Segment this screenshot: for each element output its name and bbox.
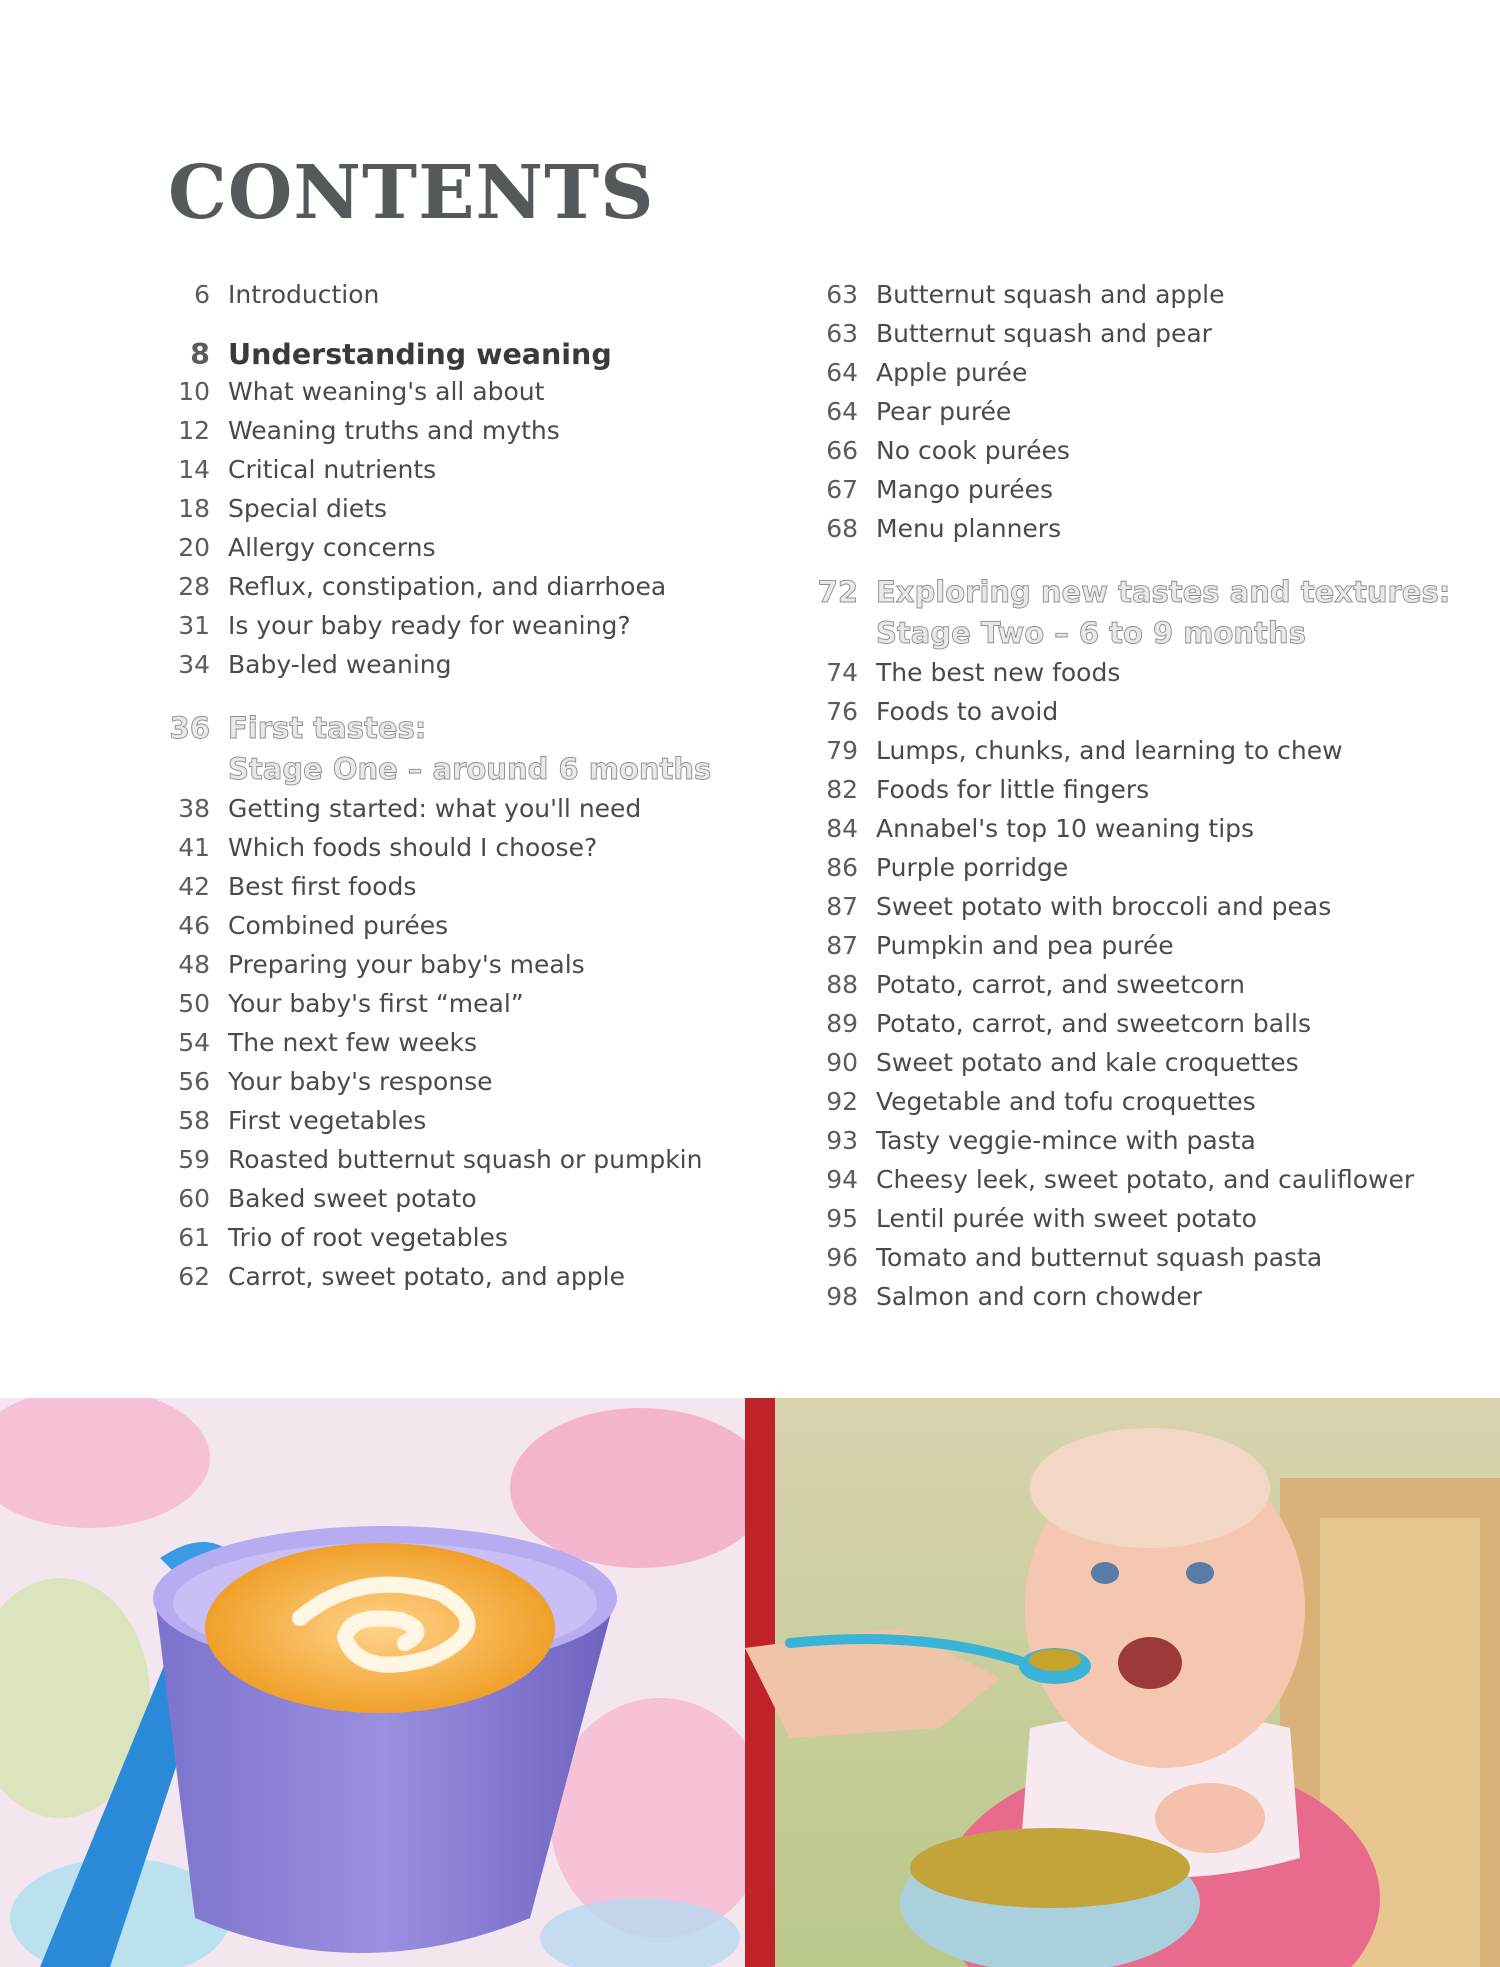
entry-label: Weaning truths and myths [228, 416, 560, 445]
toc-entry-combined-pur-es [160, 911, 800, 950]
page-number: 93 [826, 1126, 858, 1155]
toc-entry-best-first-foods [160, 872, 800, 911]
entry-label: Baby-led weaning [228, 650, 452, 679]
toc-entry-vegetable-and-tofu-croquettes [808, 1087, 1448, 1126]
page-number: 67 [826, 475, 858, 504]
page-number: 92 [826, 1087, 858, 1116]
entry-label: The best new foods [876, 658, 1121, 687]
page-number: 6 [194, 280, 210, 309]
page-number: 62 [178, 1262, 210, 1291]
page-number: 42 [178, 872, 210, 901]
section-page-number: 36 [169, 711, 210, 745]
page-number: 14 [178, 455, 210, 484]
page-number: 56 [178, 1067, 210, 1096]
toc-entry-salmon-and-corn-chowder [808, 1282, 1448, 1321]
page-number: 12 [178, 416, 210, 445]
entry-label: No cook purées [876, 436, 1070, 465]
toc-entry-your-baby-s-response [160, 1067, 800, 1106]
entry-label: Potato, carrot, and sweetcorn [876, 970, 1245, 999]
toc-entry-your-baby-s-first-meal [160, 989, 800, 1028]
page-number: 10 [178, 377, 210, 406]
toc-entry-trio-of-root-vegetables [160, 1223, 800, 1262]
entry-label: Pumpkin and pea purée [876, 931, 1174, 960]
toc-entry-special-diets [160, 494, 800, 533]
page-number: 94 [826, 1165, 858, 1194]
page-number: 68 [826, 514, 858, 543]
page-number: 63 [826, 280, 858, 309]
toc-entry-menu-planners [808, 514, 1448, 553]
entry-label: Foods for little fingers [876, 775, 1150, 804]
section-page-number: 72 [817, 575, 858, 609]
page-number: 96 [826, 1243, 858, 1272]
section-heading-line: Stage One – around 6 months [228, 752, 712, 786]
entry-label: Roasted butternut squash or pumpkin [228, 1145, 703, 1174]
page-number: 98 [826, 1282, 858, 1311]
entry-label: Your baby's response [228, 1067, 493, 1096]
page-number: 50 [178, 989, 210, 1018]
page-number: 66 [826, 436, 858, 465]
toc-entry-butternut-squash-and-pear [808, 319, 1448, 358]
entry-label: Cheesy leek, sweet potato, and cauliflower [876, 1165, 1415, 1194]
entry-label: Foods to avoid [876, 697, 1059, 726]
entry-label: Sweet potato and kale croquettes [876, 1048, 1299, 1077]
page-number: 84 [826, 814, 858, 843]
entry-label: Mango purées [876, 475, 1054, 504]
entry-label: Tomato and butternut squash pasta [876, 1243, 1323, 1272]
toc-entry-tomato-and-butternut-squash-pasta [808, 1243, 1448, 1282]
entry-label: Vegetable and tofu croquettes [876, 1087, 1256, 1116]
page-number: 20 [178, 533, 210, 562]
page-number: 64 [826, 397, 858, 426]
toc-entry-annabel-s-top-10-weaning-tips [808, 814, 1448, 853]
entry-label: Lumps, chunks, and learning to chew [876, 736, 1343, 765]
toc-entry-pumpkin-and-pea-pur-e [808, 931, 1448, 970]
entry-label: The next few weeks [228, 1028, 478, 1057]
toc-entry-sweet-potato-with-broccoli-and-peas [808, 892, 1448, 931]
section-heading-line: First tastes: [228, 711, 427, 745]
page-number: 58 [178, 1106, 210, 1135]
page-number: 46 [178, 911, 210, 940]
toc-entry-purple-porridge [808, 853, 1448, 892]
page-number: 63 [826, 319, 858, 348]
entry-label: Best first foods [228, 872, 417, 901]
page-number: 41 [178, 833, 210, 862]
section-heading-line: Exploring new tastes and textures: [876, 575, 1451, 609]
photo-strip [0, 1398, 1500, 1967]
toc-entry-baby-led-weaning [160, 650, 800, 689]
toc-entry-sweet-potato-and-kale-croquettes [808, 1048, 1448, 1087]
entry-label: Tasty veggie-mince with pasta [876, 1126, 1256, 1155]
toc-entry-preparing-your-baby-s-meals [160, 950, 800, 989]
toc-entry-no-cook-pur-es [808, 436, 1448, 475]
entry-label: Salmon and corn chowder [876, 1282, 1203, 1311]
toc-entry-carrot-sweet-potato-and-apple [160, 1262, 800, 1301]
page-number: 54 [178, 1028, 210, 1057]
page-number: 86 [826, 853, 858, 882]
baby-eating-photo [745, 1398, 1500, 1967]
toc-entry-foods-for-little-fingers [808, 775, 1448, 814]
page-number: 74 [826, 658, 858, 687]
toc-entry-allergy-concerns [160, 533, 800, 572]
entry-label: Baked sweet potato [228, 1184, 477, 1213]
toc-entry-foods-to-avoid [808, 697, 1448, 736]
page-number: 90 [826, 1048, 858, 1077]
entry-label: Getting started: what you'll need [228, 794, 642, 823]
entry-label: What weaning's all about [228, 377, 545, 406]
toc-entry-potato-carrot-and-sweetcorn [808, 970, 1448, 1009]
toc-entry-the-best-new-foods [808, 658, 1448, 697]
toc-entry-is-your-baby-ready-for-weaning [160, 611, 800, 650]
page-number: 31 [178, 611, 210, 640]
toc-entry-cheesy-leek-sweet-potato-and-cauliflower [808, 1165, 1448, 1204]
page-number: 48 [178, 950, 210, 979]
entry-label: Preparing your baby's meals [228, 950, 585, 979]
entry-label: Butternut squash and apple [876, 280, 1225, 309]
page-number: 95 [826, 1204, 858, 1233]
toc-entry-tasty-veggie-mince-with-pasta [808, 1126, 1448, 1165]
page-number: 8 [190, 338, 210, 371]
entry-label: Critical nutrients [228, 455, 437, 484]
section-heading [808, 572, 1451, 654]
toc-entry-reflux-constipation-and-diarrhoea [160, 572, 800, 611]
toc-entry-weaning-truths-and-myths [160, 416, 800, 455]
page-number: 34 [178, 650, 210, 679]
page-number: 61 [178, 1223, 210, 1252]
toc-entry-which-foods-should-i-choose [160, 833, 800, 872]
toc-entry-the-next-few-weeks [160, 1028, 800, 1067]
entry-label: Trio of root vegetables [228, 1223, 508, 1252]
toc-entry-understanding-weaning [160, 338, 800, 377]
page-title: CONTENTS [168, 150, 655, 236]
toc-entry-what-weaning-s-all-about [160, 377, 800, 416]
page-number: 79 [826, 736, 858, 765]
puree-cup-photo [0, 1398, 770, 1967]
page-number: 59 [178, 1145, 210, 1174]
toc-entry-first-vegetables [160, 1106, 800, 1145]
toc-entry-roasted-butternut-squash-or-pumpkin [160, 1145, 800, 1184]
entry-label: Potato, carrot, and sweetcorn balls [876, 1009, 1312, 1038]
entry-label: Pear purée [876, 397, 1012, 426]
entry-label: Menu planners [876, 514, 1062, 543]
toc-entry-lumps-chunks-and-learning-to-chew [808, 736, 1448, 775]
entry-label: Lentil purée with sweet potato [876, 1204, 1257, 1233]
toc-entry-apple-pur-e [808, 358, 1448, 397]
page-number: 60 [178, 1184, 210, 1213]
page-number: 82 [826, 775, 858, 804]
page-number: 38 [178, 794, 210, 823]
entry-label: Allergy concerns [228, 533, 436, 562]
entry-label: Your baby's first “meal” [228, 989, 524, 1018]
toc-entry-potato-carrot-and-sweetcorn-balls [808, 1009, 1448, 1048]
toc-entry-lentil-pur-e-with-sweet-potato [808, 1204, 1448, 1243]
page-number: 18 [178, 494, 210, 523]
toc-entry-introduction [160, 280, 800, 319]
page-number: 89 [826, 1009, 858, 1038]
toc-entry-baked-sweet-potato [160, 1184, 800, 1223]
toc-entry-critical-nutrients [160, 455, 800, 494]
section-heading [160, 708, 800, 790]
entry-label: Reflux, constipation, and diarrhoea [228, 572, 667, 601]
entry-label: Is your baby ready for weaning? [228, 611, 631, 640]
page-number: 76 [826, 697, 858, 726]
page-number: 64 [826, 358, 858, 387]
contents-left-column [160, 280, 800, 1301]
contents-right-column [808, 280, 1451, 1321]
entry-label: Apple purée [876, 358, 1028, 387]
entry-label: Combined purées [228, 911, 449, 940]
page-number: 87 [826, 931, 858, 960]
toc-entry-pear-pur-e [808, 397, 1448, 436]
toc-entry-getting-started-what-you-ll-need [160, 794, 800, 833]
entry-label: First vegetables [228, 1106, 427, 1135]
section-heading-line: Stage Two – 6 to 9 months [876, 616, 1306, 650]
entry-label: Introduction [228, 280, 380, 309]
toc-entry-mango-pur-es [808, 475, 1448, 514]
entry-label: Carrot, sweet potato, and apple [228, 1262, 625, 1291]
page-number: 88 [826, 970, 858, 999]
entry-label: Sweet potato with broccoli and peas [876, 892, 1332, 921]
entry-label: Special diets [228, 494, 388, 523]
toc-entry-butternut-squash-and-apple [808, 280, 1448, 319]
page-number: 28 [178, 572, 210, 601]
entry-label: Which foods should I choose? [228, 833, 598, 862]
page-number: 87 [826, 892, 858, 921]
entry-label: Purple porridge [876, 853, 1069, 882]
entry-label: Butternut squash and pear [876, 319, 1212, 348]
entry-label: Understanding weaning [228, 338, 612, 371]
entry-label: Annabel's top 10 weaning tips [876, 814, 1255, 843]
